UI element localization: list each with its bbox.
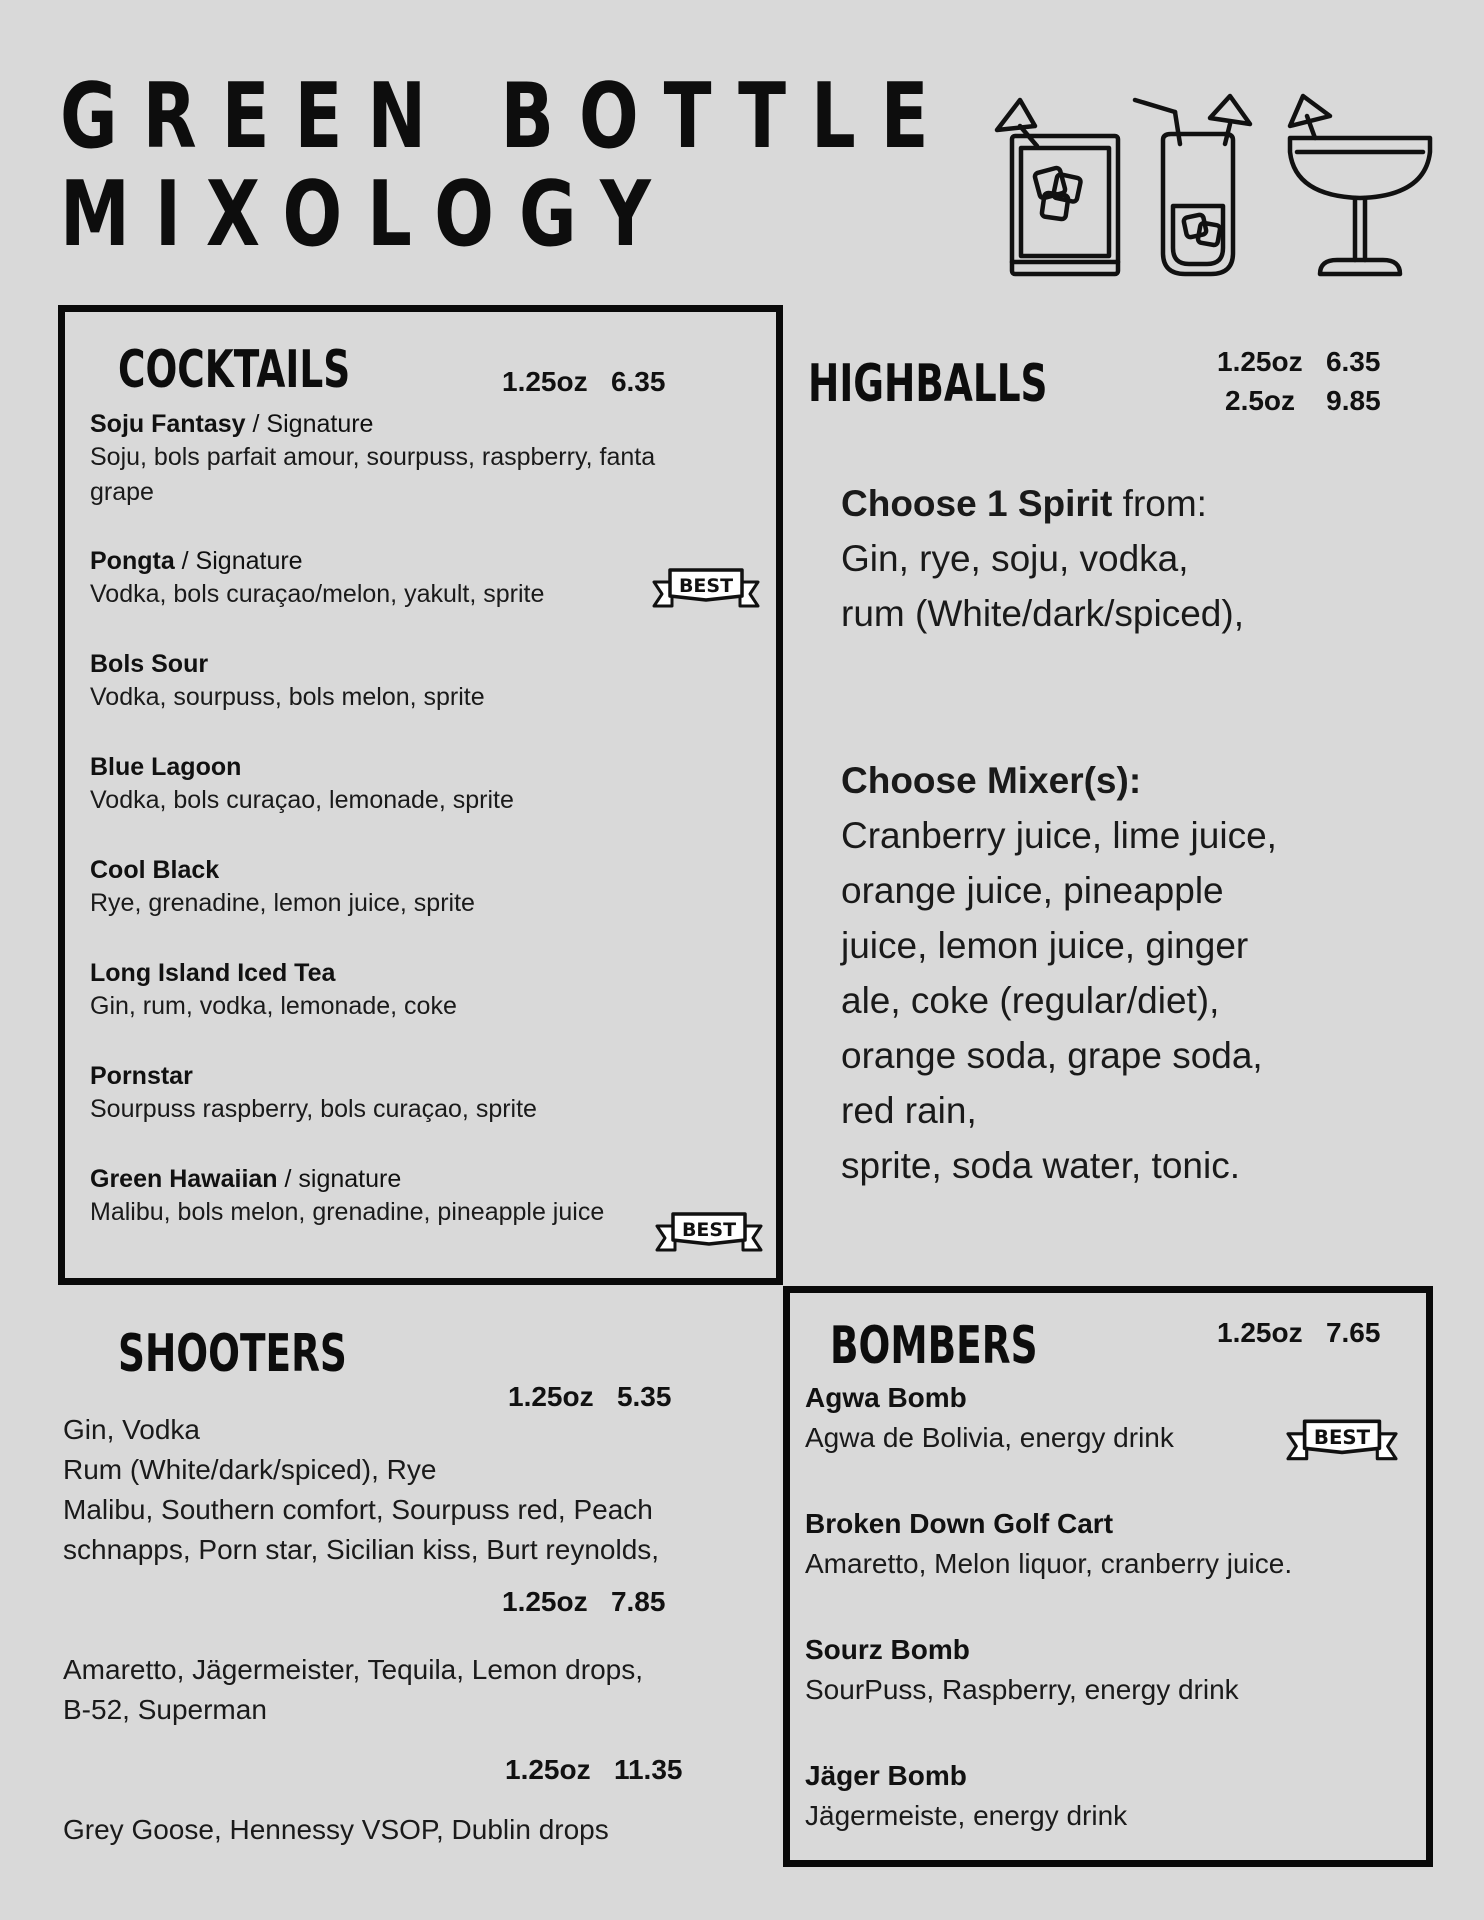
spirit-line: Gin, rye, soju, vodka, xyxy=(841,538,1189,579)
item-name: Cool Black xyxy=(90,856,220,884)
item-name: Blue Lagoon xyxy=(90,753,242,781)
shooters-group-2 xyxy=(63,1650,743,1730)
item-desc: Amaretto, Melon liquor, cranberry juice. xyxy=(805,1548,1293,1579)
list-item xyxy=(90,751,710,818)
list-item xyxy=(805,1506,1395,1586)
item-desc: Vodka, bols curaçao, lemonade, sprite xyxy=(90,786,514,814)
item-name: Green Hawaiian xyxy=(90,1165,278,1193)
badge-text: BEST xyxy=(1313,1426,1371,1450)
item-name: Jäger Bomb xyxy=(805,1760,967,1791)
shooter-line: Grey Goose, Hennessy VSOP, Dublin drops xyxy=(63,1814,609,1845)
item-name: Broken Down Golf Cart xyxy=(805,1508,1114,1539)
bombers-price: 1.25oz 7.65 xyxy=(1217,1317,1381,1348)
item-name: Soju Fantasy xyxy=(90,410,246,438)
badge-text: BEST xyxy=(681,1219,737,1241)
best-ribbon-icon xyxy=(650,562,762,614)
mixer-label: Choose Mixer(s): xyxy=(841,760,1142,801)
list-item xyxy=(90,545,710,612)
highball-glass-icon xyxy=(1135,96,1250,274)
item-desc: SourPuss, Raspberry, energy drink xyxy=(805,1674,1239,1705)
highballs-mixers xyxy=(841,753,1441,1193)
item-name: Sourz Bomb xyxy=(805,1634,970,1665)
mixer-line: orange soda, grape soda, xyxy=(841,1035,1263,1076)
shooter-line: schnapps, Porn star, Sicilian kiss, Burt reynolds, xyxy=(63,1534,660,1565)
shooter-line: Gin, Vodka xyxy=(63,1414,200,1445)
item-name: Pornstar xyxy=(90,1062,193,1090)
bombers-title: BOMBERS xyxy=(830,1316,1038,1376)
rocks-glass-icon xyxy=(997,100,1118,274)
highballs-spirits xyxy=(841,476,1441,641)
item-name: Agwa Bomb xyxy=(805,1382,967,1413)
item-desc: Gin, rum, vodka, lemonade, coke xyxy=(90,992,457,1020)
shooters-group-3 xyxy=(63,1810,743,1850)
cocktails-price: 1.25oz 6.35 xyxy=(502,366,666,397)
item-tag: / Signature xyxy=(245,410,374,438)
item-desc: Vodka, sourpuss, bols melon, sprite xyxy=(90,683,485,711)
title-line-1: GREEN BOTTLE xyxy=(60,64,954,169)
item-desc: Sourpuss raspberry, bols curaçao, sprite xyxy=(90,1095,537,1123)
shooters-price-2: 1.25oz 7.85 xyxy=(502,1586,666,1617)
cocktail-glasses-icon xyxy=(985,88,1435,288)
list-item xyxy=(805,1632,1395,1712)
shooters-group-1 xyxy=(63,1410,743,1570)
item-name: Pongta xyxy=(90,547,175,575)
shooter-line: Amaretto, Jägermeister, Tequila, Lemon drops, xyxy=(63,1654,644,1685)
list-item xyxy=(90,1060,710,1127)
item-name: Bols Sour xyxy=(90,650,209,678)
list-item xyxy=(90,408,710,510)
title-line-2: MIXOLOGY xyxy=(60,162,676,267)
item-tag: / signature xyxy=(277,1165,402,1193)
cocktails-title: COCKTAILS xyxy=(118,340,351,400)
highballs-price-1: 1.25oz 6.35 xyxy=(1217,346,1381,377)
item-desc: Jägermeiste, energy drink xyxy=(805,1800,1128,1831)
item-tag: / Signature xyxy=(174,547,303,575)
spirit-from: from: xyxy=(1112,483,1207,524)
mixer-line: orange juice, pineapple xyxy=(841,870,1224,911)
mixer-line: Cranberry juice, lime juice, xyxy=(841,815,1277,856)
shooters-title: SHOOTERS xyxy=(118,1324,347,1384)
shooter-line: Rum (White/dark/spiced), Rye xyxy=(63,1454,437,1485)
highballs-price-2: 2.5oz 9.85 xyxy=(1225,385,1381,416)
list-item xyxy=(90,854,710,921)
item-desc: Agwa de Bolivia, energy drink xyxy=(805,1422,1174,1453)
list-item xyxy=(90,648,710,715)
mixer-line: juice, lemon juice, ginger xyxy=(841,925,1249,966)
list-item xyxy=(90,957,710,1024)
best-ribbon-icon xyxy=(1283,1413,1401,1467)
mixer-line: red rain, xyxy=(841,1090,977,1131)
item-name: Long Island Iced Tea xyxy=(90,959,336,987)
page-title xyxy=(60,64,954,267)
shooter-line: Malibu, Southern comfort, Sourpuss red, Peach xyxy=(63,1494,653,1525)
best-ribbon-icon xyxy=(653,1206,765,1258)
item-desc: Rye, grenadine, lemon juice, sprite xyxy=(90,889,475,917)
list-item xyxy=(805,1758,1395,1838)
shooters-price-3: 1.25oz 11.35 xyxy=(505,1754,683,1785)
spirit-line: rum (White/dark/spiced), xyxy=(841,593,1244,634)
mixer-line: sprite, soda water, tonic. xyxy=(841,1145,1240,1186)
shooter-line: B-52, Superman xyxy=(63,1694,267,1725)
list-item xyxy=(90,1163,710,1230)
item-desc: Vodka, bols curaçao/melon, yakult, sprite xyxy=(90,580,545,608)
item-desc: Malibu, bols melon, grenadine, pineapple juice xyxy=(90,1198,605,1226)
coupe-glass-icon xyxy=(1290,96,1430,274)
shooters-price-1: 1.25oz 5.35 xyxy=(508,1381,672,1412)
highballs-title: HIGHBALLS xyxy=(808,354,1048,414)
spirit-label: Choose 1 Spirit xyxy=(841,483,1113,524)
item-desc: Soju, bols parfait amour, sourpuss, raspberry, fanta grape xyxy=(90,443,656,506)
badge-text: BEST xyxy=(678,575,734,597)
mixer-line: ale, coke (regular/diet), xyxy=(841,980,1220,1021)
